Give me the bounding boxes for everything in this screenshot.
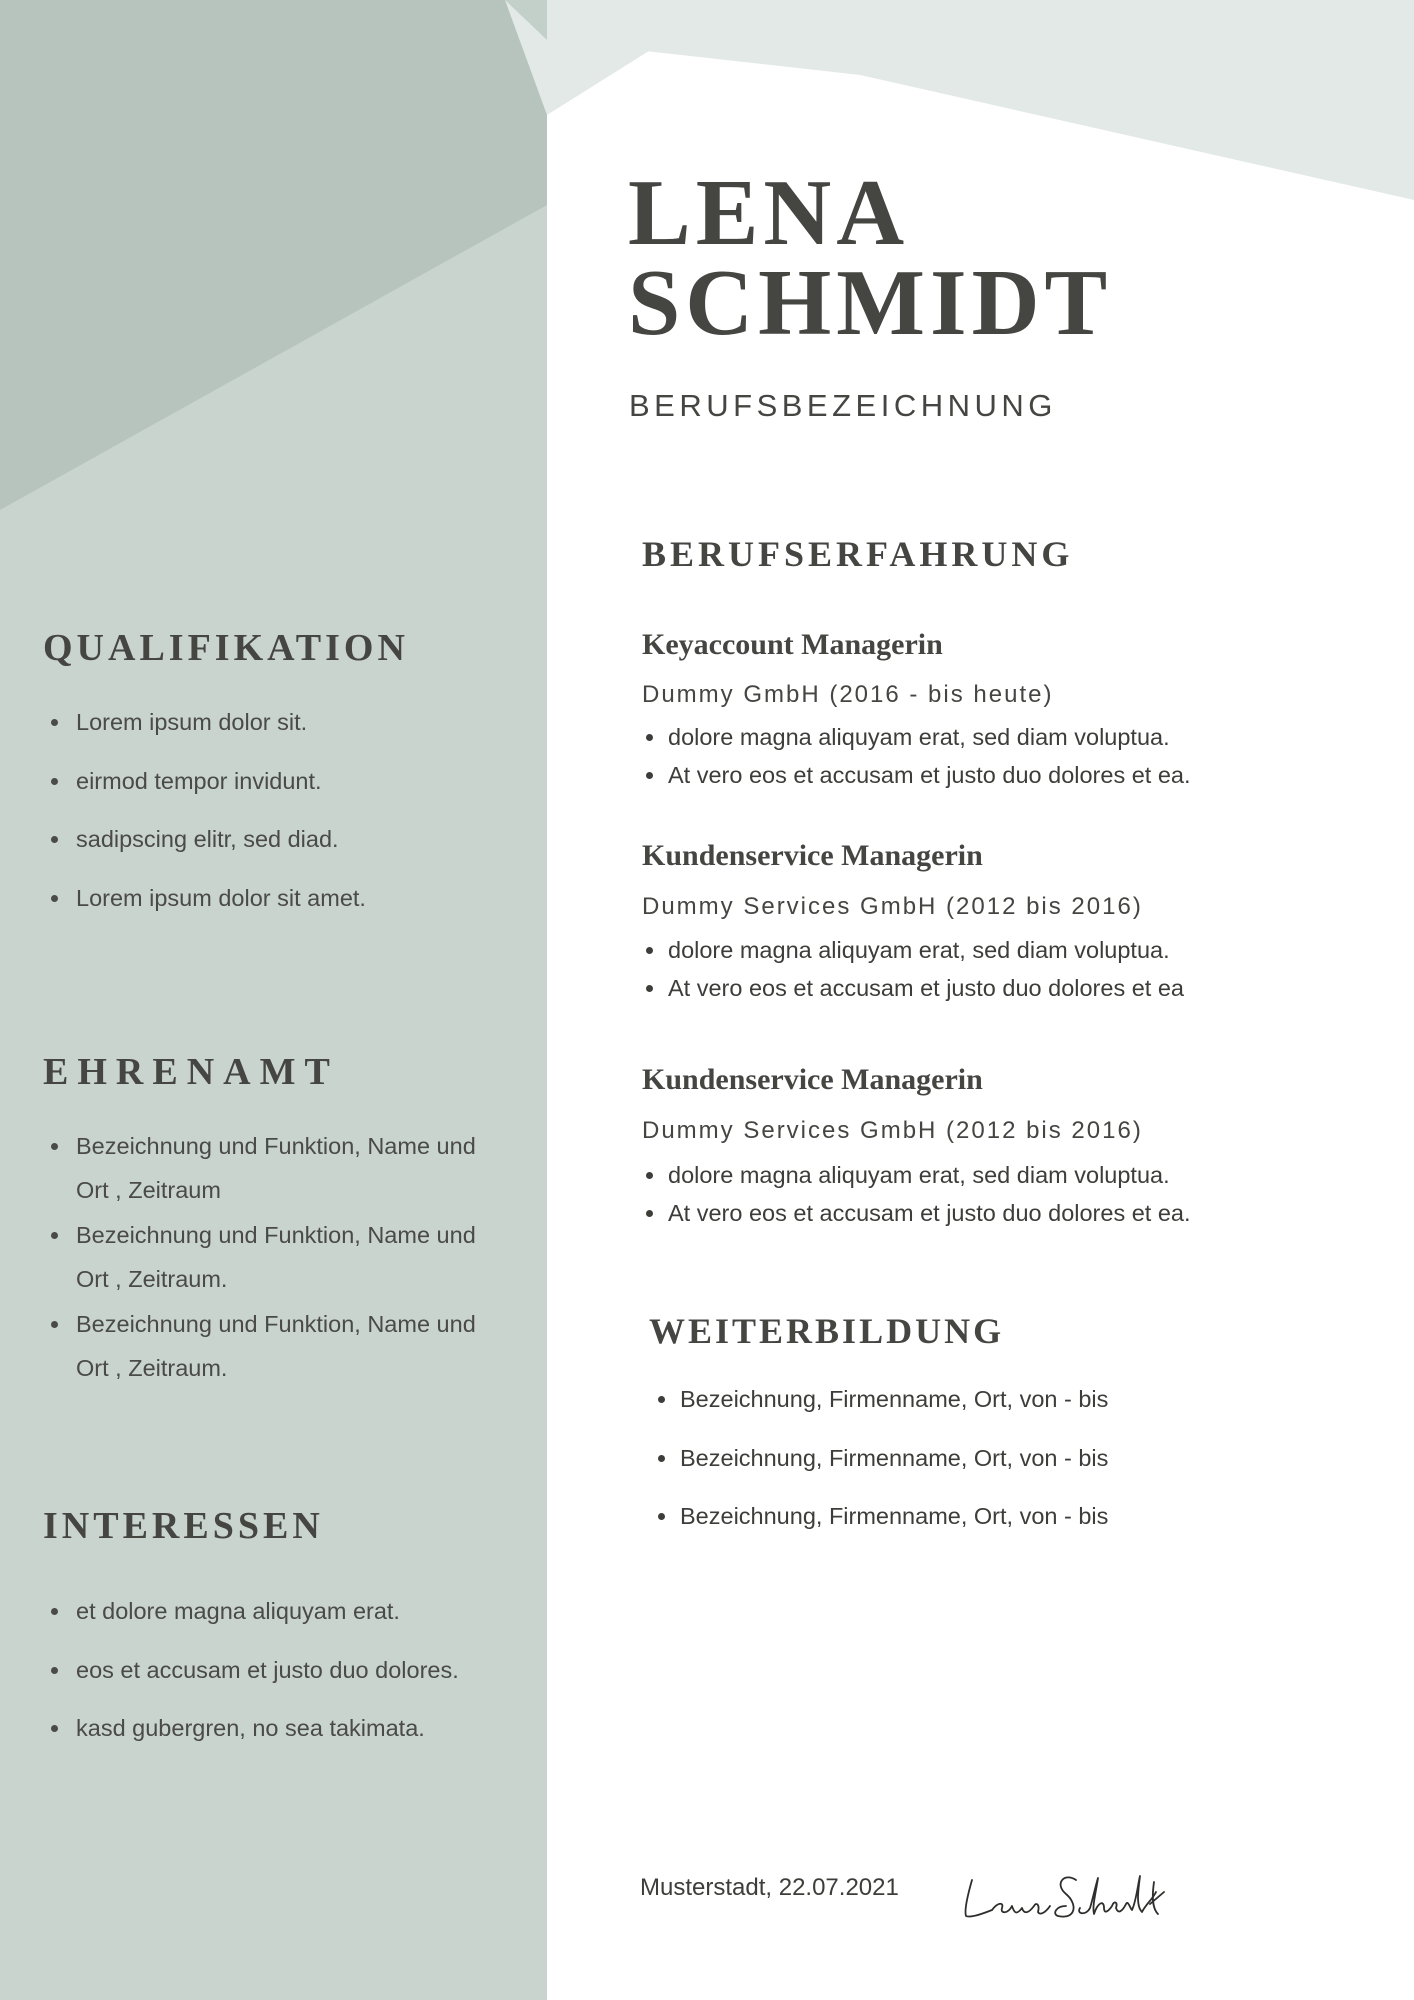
list-item: eos et accusam et justo duo dolores. [44,1655,459,1714]
list-item: dolore magna aliquyam erat, sed diam voluptua. [642,932,1184,970]
job-1-bullets [642,719,1191,794]
list-item: Bezeichnung und Funktion, Name und Ort , Zeitraum. [44,1213,496,1301]
job-3-bullets [642,1157,1191,1232]
list-item: Bezeichnung und Funktion, Name und Ort , Zeitraum [44,1124,496,1212]
list-item: sadipscing elitr, sed diad. [44,824,366,883]
place-date: Musterstadt, 22.07.2021 [640,1874,899,1901]
job-title: BERUFSBEZEICHNUNG [629,388,1057,423]
list-item: Bezeichnung, Firmenname, Ort, von - bis [654,1440,1108,1499]
job-2-title: Kundenservice Managerin [642,839,983,872]
signature-stroke [1055,1877,1076,1916]
qualifikation-list [44,707,366,941]
signature-stroke [992,1904,1050,1914]
interessen-list [44,1596,459,1772]
signature-stroke [965,1880,992,1917]
list-item: Lorem ipsum dolor sit amet. [44,883,366,942]
signature-stroke [1079,1876,1164,1914]
weiterbildung-heading: WEITERBILDUNG [649,1311,1005,1351]
list-item: Bezeichnung, Firmenname, Ort, von - bis [654,1498,1108,1557]
list-item: et dolore magna aliquyam erat. [44,1596,459,1655]
list-item: At vero eos et accusam et justo duo dolores et ea. [642,1195,1191,1233]
job-2-company: Dummy Services GmbH (2012 bis 2016) [642,893,1143,920]
job-3-company: Dummy Services GmbH (2012 bis 2016) [642,1117,1143,1144]
ehrenamt-list [44,1124,496,1391]
list-item: At vero eos et accusam et justo duo dolores et ea [642,970,1184,1008]
list-item: Bezeichnung, Firmenname, Ort, von - bis [654,1381,1108,1440]
berufserfahrung-heading: BERUFSERFAHRUNG [642,534,1074,574]
list-item: Lorem ipsum dolor sit. [44,707,366,766]
weiterbildung-list [654,1381,1108,1557]
list-item: At vero eos et accusam et justo duo dolores et ea. [642,757,1191,795]
job-2-bullets [642,932,1184,1007]
job-1-company: Dummy GmbH (2016 - bis heute) [642,681,1054,708]
candidate-name [628,161,1113,355]
list-item: Bezeichnung und Funktion, Name und Ort , Zeitraum. [44,1302,496,1390]
list-item: eirmod tempor invidunt. [44,766,366,825]
ehrenamt-heading: EHRENAMT [43,1051,339,1093]
signature [958,1862,1178,1932]
qualifikation-heading: QUALIFIKATION [43,627,409,669]
list-item: dolore magna aliquyam erat, sed diam voluptua. [642,719,1191,757]
last-name: SCHMIDT [628,251,1113,355]
first-name: LENA [628,161,910,265]
job-1-title: Keyaccount Managerin [642,628,943,661]
list-item: dolore magna aliquyam erat, sed diam voluptua. [642,1157,1191,1195]
interessen-heading: INTERESSEN [43,1505,324,1547]
list-item: kasd gubergren, no sea takimata. [44,1713,459,1772]
job-3-title: Kundenservice Managerin [642,1063,983,1096]
